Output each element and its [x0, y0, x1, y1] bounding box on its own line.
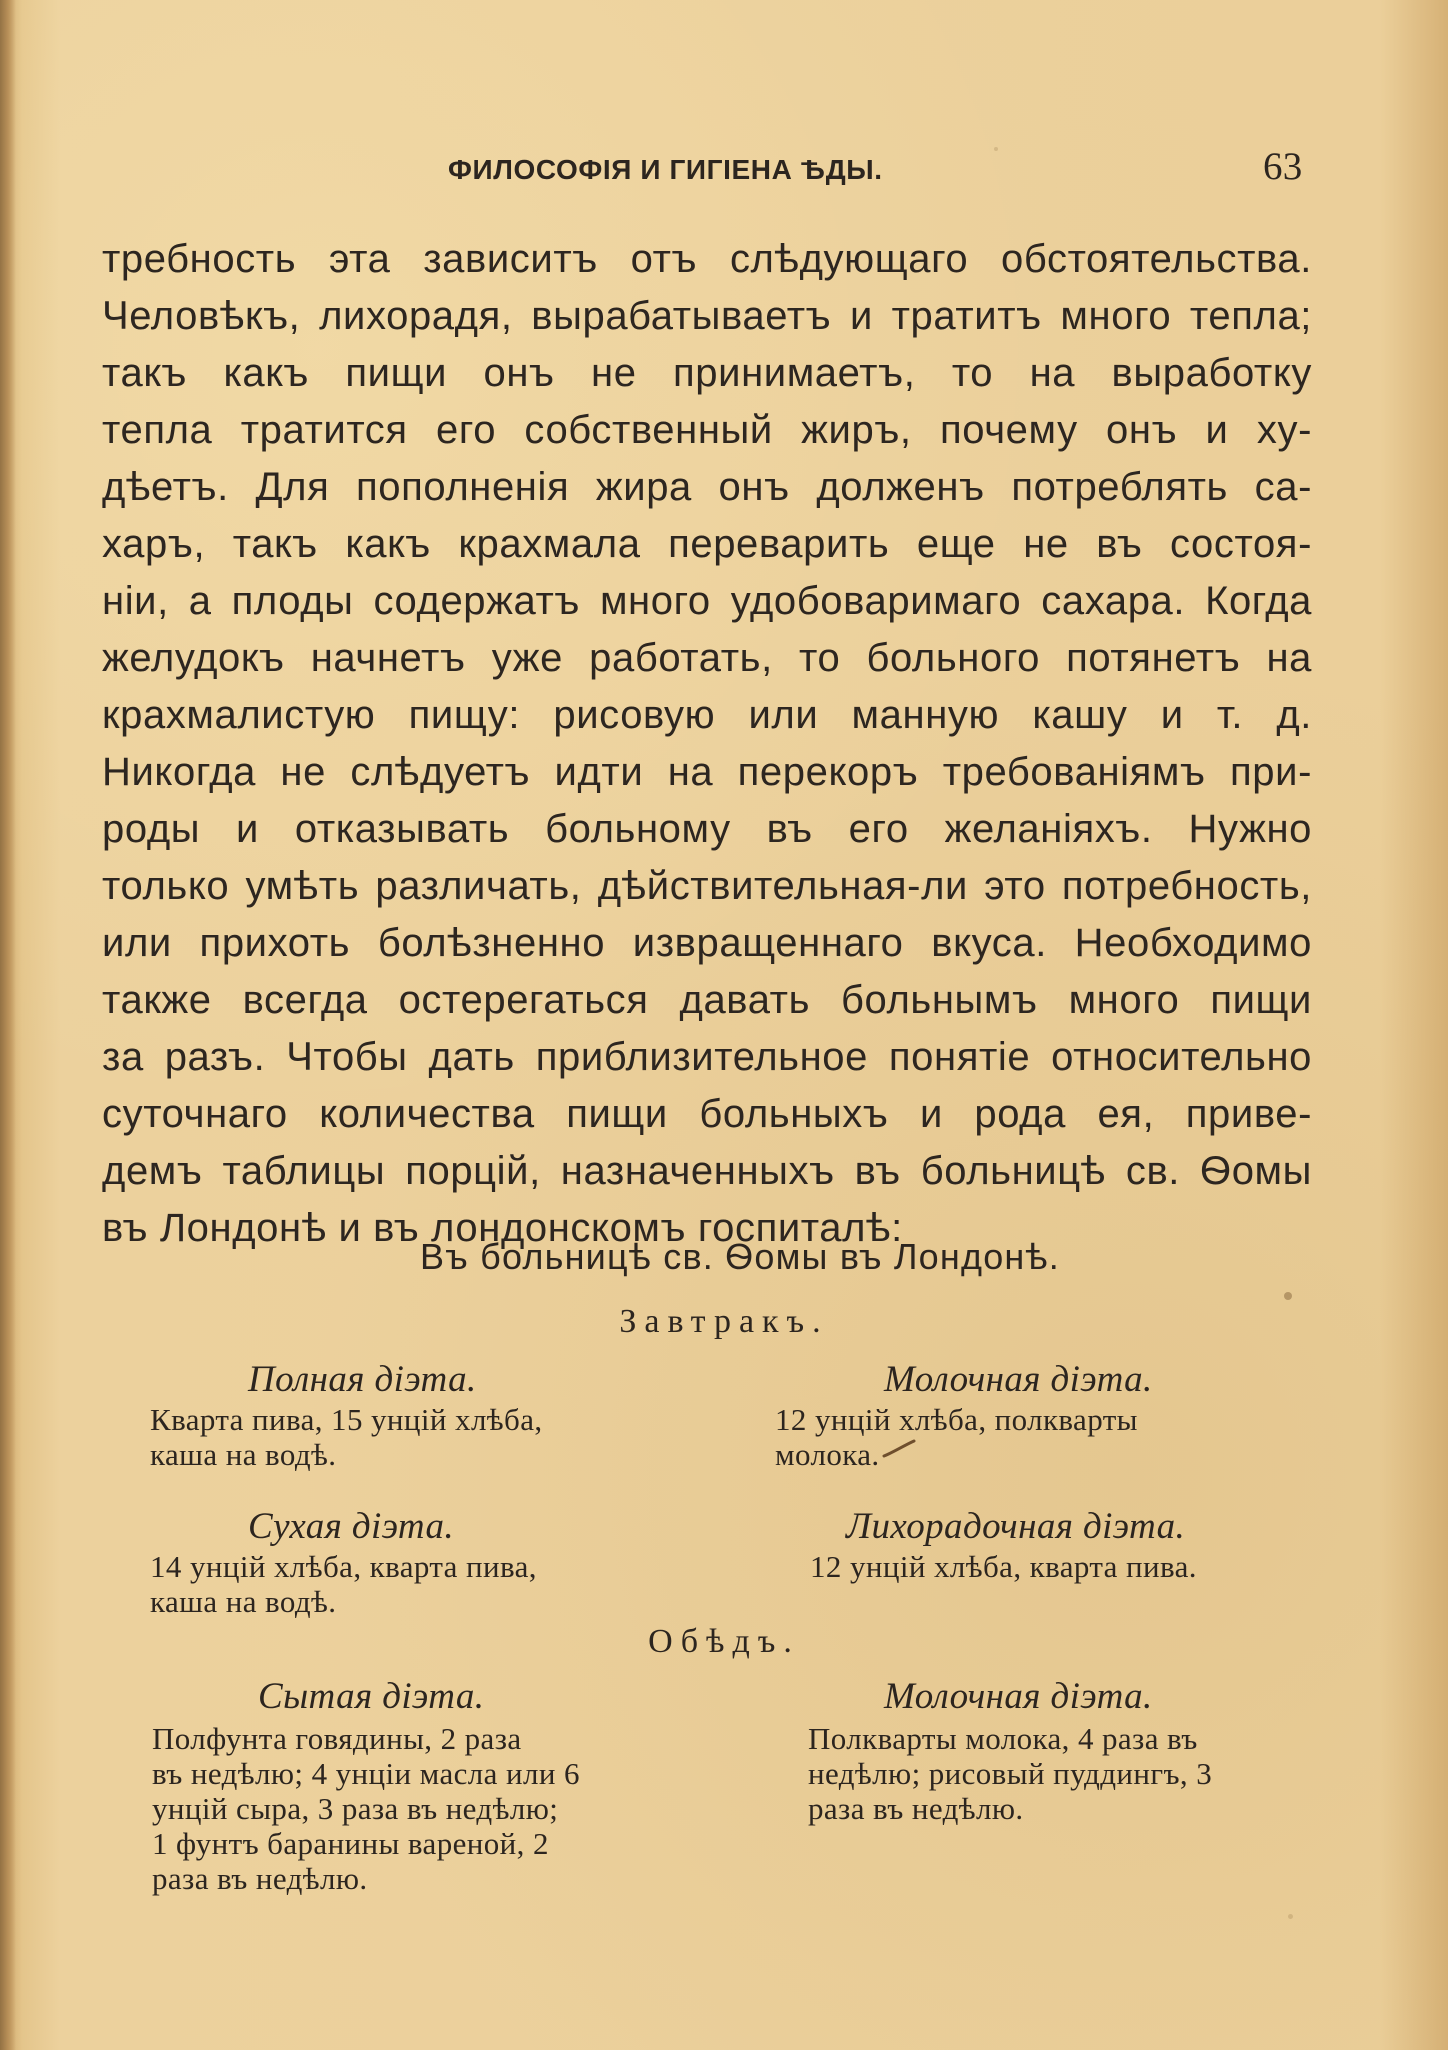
milk-diet-text: [775, 1402, 1138, 1472]
diet-line: 1 фунтъ баранины вареной, 2: [152, 1826, 549, 1861]
diet-line: раза въ недѣлю.: [152, 1861, 368, 1896]
text-line: харъ, такъ какъ крахмала переварить еще не въ состоя-: [102, 522, 1312, 566]
hearty-diet-title: Сытая діэта.: [258, 1676, 485, 1717]
text-line: только умѣть различать, дѣйствительная-ли это потребность,: [102, 864, 1312, 908]
diet-line: каша на водѣ.: [150, 1584, 337, 1619]
text-line: крахмалистую пищу: рисовую или манную кашу и т. д.: [102, 693, 1312, 737]
text-line: демъ таблицы порцій, назначенныхъ въ больницѣ св. Ѳомы: [102, 1149, 1312, 1193]
text-line: также всегда остерегаться давать больнымъ много пищи: [102, 978, 1312, 1022]
text-line: требность эта зависитъ отъ слѣдующаго обстоятельства.: [102, 237, 1312, 281]
text-line: дѣетъ. Для пополненія жира онъ долженъ потреблять са-: [102, 465, 1312, 509]
diet-line: въ недѣлю; 4 унціи масла или 6: [152, 1756, 580, 1791]
dinner-milk-diet-text: [808, 1721, 1212, 1826]
diet-line: недѣлю; рисовый пуддингъ, 3: [808, 1756, 1213, 1791]
text-line: или прихоть болѣзненно извращеннаго вкуса. Необходимо: [102, 921, 1312, 965]
page-header: [0, 144, 1448, 194]
dinner-heading: Обѣдъ.: [648, 1623, 800, 1660]
hospital-table-heading: Въ больницѣ св. Ѳомы въ Лондонѣ.: [420, 1236, 1060, 1277]
fever-diet-text: [810, 1549, 1197, 1584]
text-line: Человѣкъ, лихорадя, вырабатываетъ и тратитъ много тепла;: [102, 294, 1312, 338]
pencil-mark: [880, 1438, 918, 1460]
text-line: за разъ. Чтобы дать приблизительное понятіе относительно: [102, 1035, 1312, 1079]
diet-line: Полфунта говядины, 2 раза: [152, 1721, 522, 1756]
diet-line: 12 унцій хлѣба, полкварты: [775, 1402, 1138, 1437]
text-line: въ Лондонѣ и въ лондонскомъ госпиталѣ:: [102, 1206, 903, 1250]
hearty-diet-text: [152, 1721, 580, 1896]
page-number: 63: [1263, 145, 1303, 188]
running-title: ФИЛОСОФIЯ И ГИГIЕНА ѢДЫ.: [448, 154, 883, 185]
text-line: желудокъ начнетъ уже работать, то больного потянетъ на: [102, 636, 1312, 680]
full-diet-title: Полная діэта.: [248, 1359, 477, 1400]
page-binding-edge: [0, 0, 16, 2050]
text-line: Никогда не слѣдуетъ идти на перекоръ требованіямъ при-: [102, 750, 1312, 794]
text-line: суточнаго количества пищи больныхъ и рода ея, приве-: [102, 1092, 1312, 1136]
diet-line: Кварта пива, 15 унцій хлѣба,: [150, 1402, 543, 1437]
diet-line: Полкварты молока, 4 раза въ: [808, 1721, 1198, 1756]
diet-line: 14 унцій хлѣба, кварта пива,: [150, 1549, 537, 1584]
text-line: такъ какъ пищи онъ не принимаетъ, то на выработку: [102, 351, 1312, 395]
main-text-block: [102, 231, 1312, 1257]
text-line: роды и отказывать больному въ его желаніяхъ. Нужно: [102, 807, 1312, 851]
diet-line: 12 унцій хлѣба, кварта пива.: [810, 1549, 1197, 1584]
diet-line: каша на водѣ.: [150, 1437, 337, 1472]
text-line: тепла тратится его собственный жиръ, почему онъ и ху-: [102, 408, 1312, 452]
diet-line: раза въ недѣлю.: [808, 1791, 1024, 1826]
text-line: ніи, а плоды содержатъ много удобоваримаго сахара. Когда: [102, 579, 1312, 623]
paper-speck: [1288, 1914, 1293, 1919]
full-diet-text: [150, 1402, 543, 1472]
dry-diet-title: Сухая діэта.: [248, 1506, 455, 1547]
diet-line: унцій сыра, 3 раза въ недѣлю;: [152, 1791, 559, 1826]
dinner-milk-diet-title: Молочная діэта.: [884, 1676, 1153, 1717]
dry-diet-text: [150, 1549, 537, 1619]
milk-diet-title: Молочная діэта.: [884, 1359, 1153, 1400]
paper-speck: [1284, 1292, 1292, 1300]
breakfast-heading: Завтракъ.: [619, 1303, 829, 1340]
diet-line: молока.: [775, 1437, 880, 1472]
fever-diet-title: Лихорадочная діэта.: [846, 1506, 1186, 1547]
